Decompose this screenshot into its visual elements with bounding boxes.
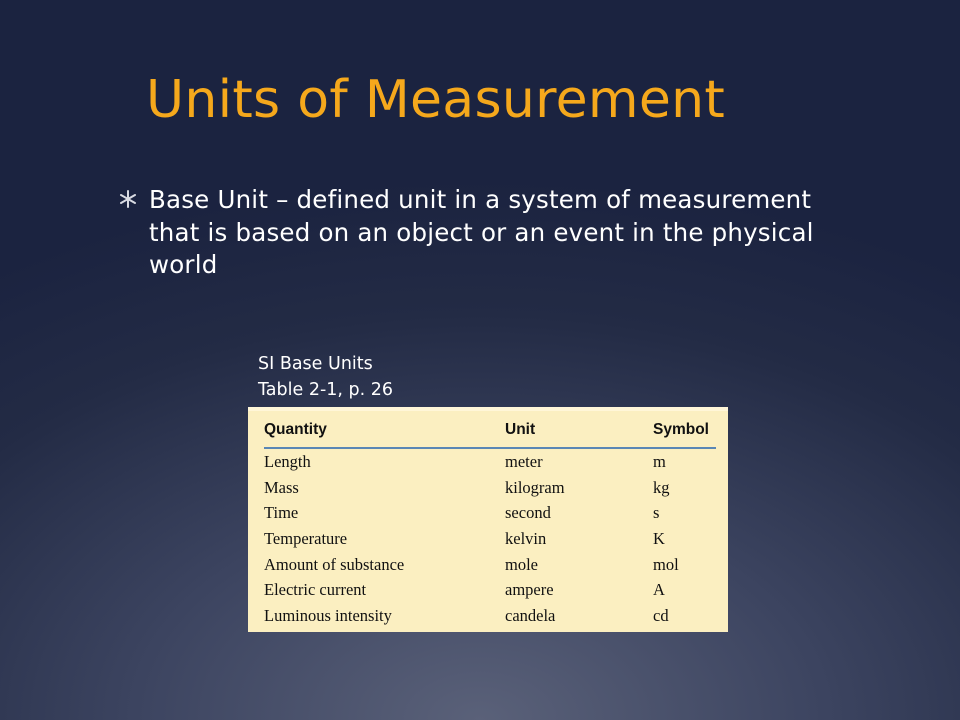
table-row <box>264 552 716 578</box>
table-header-row <box>264 421 716 449</box>
table-row <box>264 577 716 603</box>
cell-unit: mole <box>505 554 538 574</box>
bullet-text: Base Unit – defined unit in a system of measurement that is based on an object or an event in the physical world <box>149 185 814 279</box>
table-row <box>264 603 716 629</box>
table-row <box>264 500 716 526</box>
cell-unit: second <box>505 503 551 523</box>
cell-symbol: mol <box>653 554 679 574</box>
table-row <box>264 475 716 501</box>
cell-quantity: Amount of substance <box>264 554 405 574</box>
cell-unit: meter <box>505 451 543 471</box>
caption-line-2: Table 2-1, p. 26 <box>258 380 394 400</box>
si-base-units-table <box>248 407 728 632</box>
cell-symbol: s <box>653 503 660 523</box>
cell-unit: ampere <box>505 580 554 600</box>
cell-symbol: cd <box>653 605 669 625</box>
cell-symbol: A <box>653 580 665 600</box>
cell-symbol: kg <box>653 477 670 497</box>
table-row <box>264 526 716 552</box>
cell-quantity: Temperature <box>264 528 348 548</box>
cell-quantity: Electric current <box>264 580 367 600</box>
cell-quantity: Mass <box>264 477 299 497</box>
header-unit: Unit <box>505 421 536 438</box>
cell-unit: candela <box>505 605 556 625</box>
cell-quantity: Time <box>264 503 299 523</box>
cell-quantity: Length <box>264 451 311 471</box>
table-caption <box>258 351 393 403</box>
asterisk-bullet-icon <box>118 189 138 209</box>
bullet-item <box>118 184 838 282</box>
table-row <box>264 449 716 475</box>
cell-symbol: m <box>653 451 666 471</box>
slide-title: Units of Measurement <box>146 70 726 130</box>
caption-line-1: SI Base Units <box>258 354 373 374</box>
header-quantity: Quantity <box>264 421 327 438</box>
cell-quantity: Luminous intensity <box>264 605 392 625</box>
table-top-edge <box>248 407 728 411</box>
header-symbol: Symbol <box>653 421 709 438</box>
table-body <box>264 421 716 629</box>
cell-unit: kelvin <box>505 528 547 548</box>
cell-symbol: K <box>653 528 665 548</box>
cell-unit: kilogram <box>505 477 565 497</box>
